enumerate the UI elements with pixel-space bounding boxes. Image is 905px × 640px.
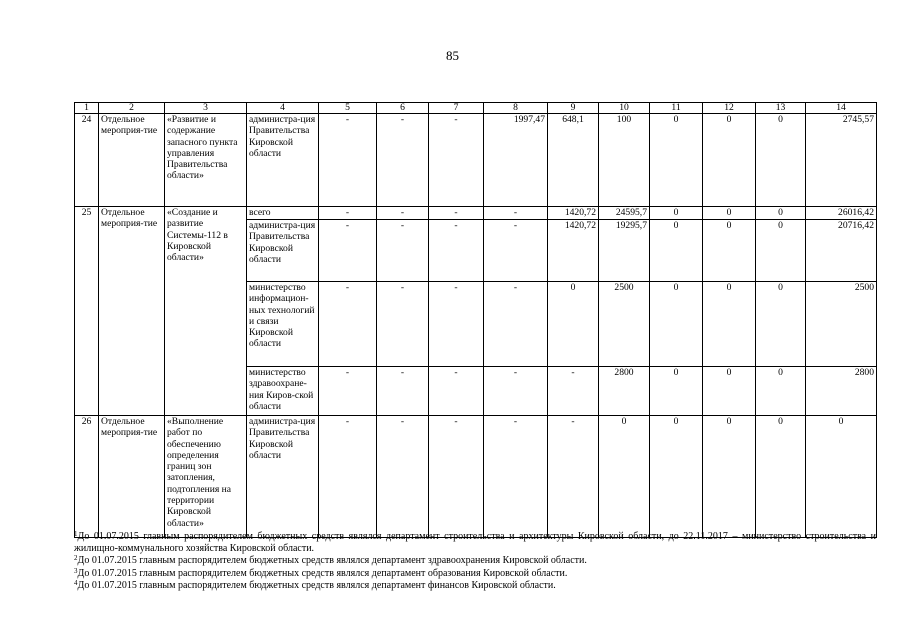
value-cell: 0 (703, 114, 756, 207)
value-cell: - (429, 416, 484, 538)
table-body (75, 103, 877, 538)
column-number-11: 11 (650, 103, 703, 114)
footnote-text: До 01.07.2015 главным распорядителем бюджетных средств являлся департамент образования Кировской области. (77, 567, 568, 579)
value-cell: 1997,47 (484, 114, 548, 207)
value-cell: 0 (650, 220, 703, 282)
value-cell: 0 (650, 282, 703, 367)
value-cell: - (484, 282, 548, 367)
value-cell: 648,1 (548, 114, 599, 207)
footnote-mark: 2 (74, 554, 78, 563)
responsible-executor: всего (247, 207, 319, 220)
value-cell: - (319, 416, 377, 538)
column-number-8: 8 (484, 103, 548, 114)
value-cell: - (484, 220, 548, 282)
column-number-3: 3 (165, 103, 247, 114)
column-number-10: 10 (599, 103, 650, 114)
footnote (74, 568, 876, 580)
footnote-mark: 4 (74, 578, 78, 587)
value-cell: - (484, 367, 548, 416)
value-cell: - (319, 367, 377, 416)
footnote (74, 555, 876, 567)
value-cell: 0 (703, 367, 756, 416)
footnote-text: До 01.07.2015 главным распорядителем бюджетных средств являлся департамент здравоохранения Кировской области. (77, 555, 587, 567)
value-cell: 0 (756, 282, 806, 367)
total-cell: 0 (806, 416, 877, 538)
value-cell: 0 (756, 207, 806, 220)
value-cell: 0 (703, 416, 756, 538)
column-number-2: 2 (99, 103, 165, 114)
value-cell: 0 (756, 220, 806, 282)
value-cell: - (377, 416, 429, 538)
total-cell: 20716,42 (806, 220, 877, 282)
table-row (75, 114, 877, 207)
event-name: «Выполнение работ по обеспечению определения границ зон затопления, подтопления на территории Кировской области» (165, 416, 247, 538)
column-number-5: 5 (319, 103, 377, 114)
value-cell: 0 (756, 367, 806, 416)
responsible-executor: министерство здравоохране-ния Киров-ской области (247, 367, 319, 416)
column-number-4: 4 (247, 103, 319, 114)
footnote-mark: 3 (74, 566, 78, 575)
row-number: 25 (75, 207, 99, 416)
event-type: Отдельное мероприя-тие (99, 207, 165, 416)
column-number-1: 1 (75, 103, 99, 114)
value-cell: - (377, 367, 429, 416)
responsible-executor: администра-ция Правительства Кировской области (247, 114, 319, 207)
value-cell: - (377, 282, 429, 367)
value-cell: - (429, 207, 484, 220)
column-number-7: 7 (429, 103, 484, 114)
value-cell: - (319, 207, 377, 220)
value-cell: 1420,72 (548, 207, 599, 220)
value-cell: - (377, 220, 429, 282)
value-cell: 0 (548, 282, 599, 367)
footnote-text: До 01.07.2015 главным распорядителем бюджетных средств являлся департамент финансов Кировской области. (77, 579, 556, 591)
column-number-6: 6 (377, 103, 429, 114)
event-name: «Создание и развитие Системы-112 в Кировской области» (165, 207, 247, 416)
value-cell: 0 (599, 416, 650, 538)
total-cell: 2500 (806, 282, 877, 367)
responsible-executor: администра-ция Правительства Кировской области (247, 416, 319, 538)
row-number: 24 (75, 114, 99, 207)
value-cell: 24595,7 (599, 207, 650, 220)
value-cell: - (319, 282, 377, 367)
value-cell: - (429, 367, 484, 416)
value-cell: - (377, 207, 429, 220)
footnote-text: До 01.07.2015 главным распорядителем бюджетных средств являлся департамент строительства и архитектуры Кировской области, до 22.11.2017 – министерство строительства и жилищно-коммунального хозяйства Кировской области. (74, 531, 876, 555)
value-cell: - (429, 282, 484, 367)
event-type: Отдельное мероприя-тие (99, 416, 165, 538)
value-cell: 0 (650, 416, 703, 538)
column-number-9: 9 (548, 103, 599, 114)
value-cell: 100 (599, 114, 650, 207)
value-cell: - (548, 367, 599, 416)
value-cell: 1420,72 (548, 220, 599, 282)
event-type: Отдельное мероприя-тие (99, 114, 165, 207)
column-number-14: 14 (806, 103, 877, 114)
table-row (75, 207, 877, 220)
value-cell: 0 (703, 207, 756, 220)
responsible-executor: министерство информацион-ных технологий и связи Кировской области (247, 282, 319, 367)
page-number: 85 (446, 48, 459, 63)
value-cell: - (484, 207, 548, 220)
value-cell: - (319, 114, 377, 207)
footnote (74, 531, 876, 555)
table-row (75, 416, 877, 538)
value-cell: 2800 (599, 367, 650, 416)
value-cell: 0 (703, 282, 756, 367)
value-cell: - (484, 416, 548, 538)
event-name: «Развитие и содержание запасного пункта управления Правительства области» (165, 114, 247, 207)
value-cell: - (429, 114, 484, 207)
value-cell: - (319, 220, 377, 282)
column-number-12: 12 (703, 103, 756, 114)
value-cell: 19295,7 (599, 220, 650, 282)
total-cell: 2745,57 (806, 114, 877, 207)
value-cell: 0 (756, 416, 806, 538)
footnote (74, 580, 876, 592)
value-cell: - (429, 220, 484, 282)
value-cell: 0 (650, 207, 703, 220)
value-cell: - (377, 114, 429, 207)
value-cell: 0 (650, 367, 703, 416)
footnote-mark: 1 (74, 530, 78, 538)
value-cell: 0 (756, 114, 806, 207)
row-number: 26 (75, 416, 99, 538)
column-number-row (75, 103, 877, 114)
value-cell: - (548, 416, 599, 538)
value-cell: 0 (703, 220, 756, 282)
funding-table (74, 102, 877, 538)
value-cell: 0 (650, 114, 703, 207)
responsible-executor: администра-ция Правительства Кировской области (247, 220, 319, 282)
value-cell: 2500 (599, 282, 650, 367)
column-number-13: 13 (756, 103, 806, 114)
footnotes (74, 531, 876, 592)
total-cell: 26016,42 (806, 207, 877, 220)
total-cell: 2800 (806, 367, 877, 416)
